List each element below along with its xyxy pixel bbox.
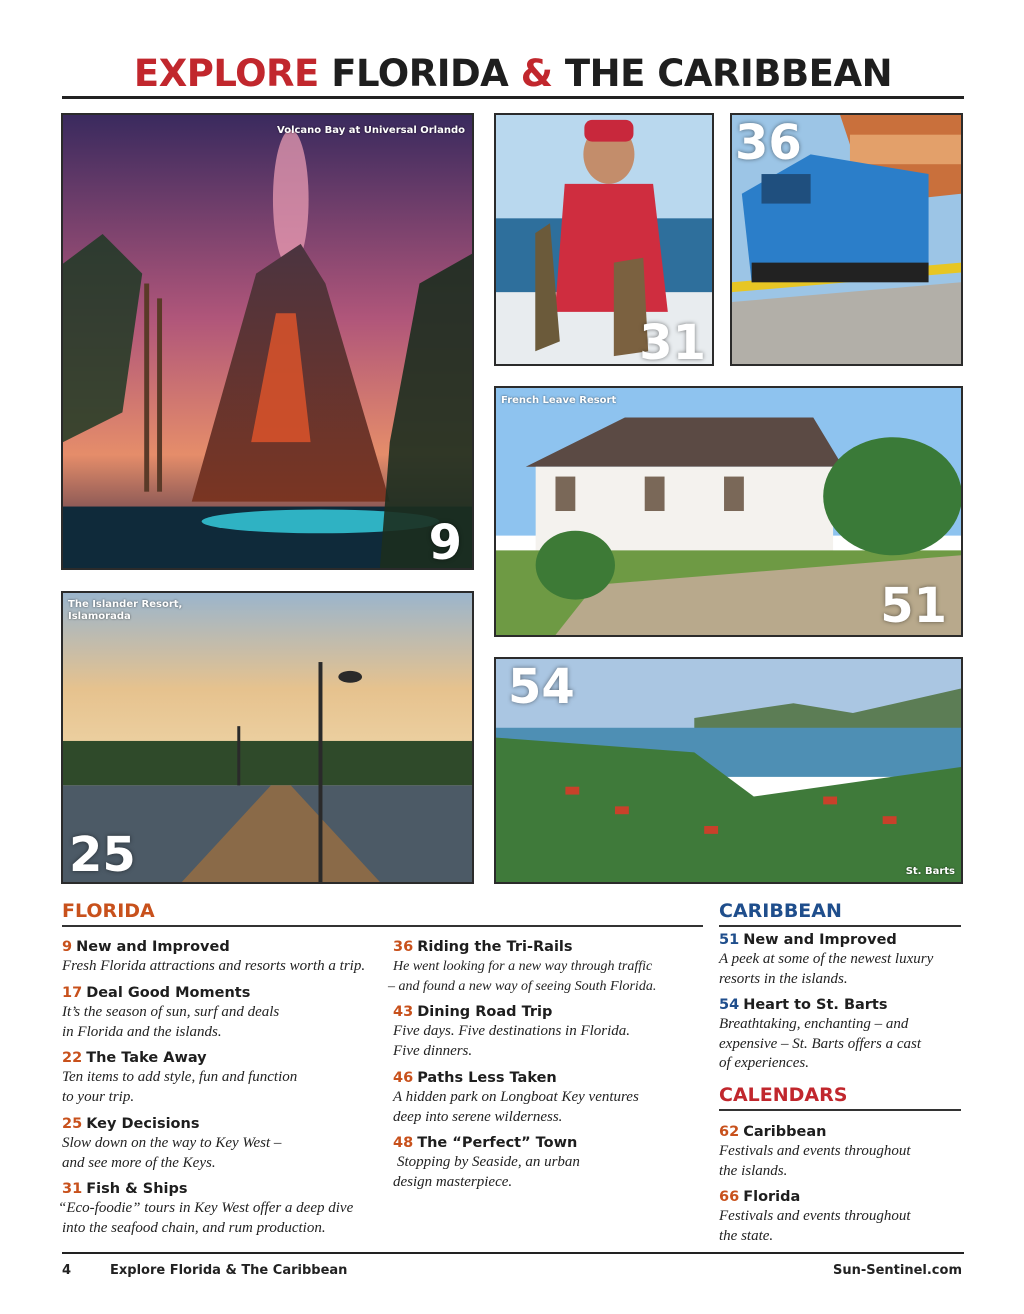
entry-desc: Festivals and events throughout <box>719 1208 911 1224</box>
footer-site: Sun-Sentinel.com <box>832 1263 962 1278</box>
title-florida: FLORIDA <box>331 52 509 95</box>
entry-desc: design masterpiece. <box>393 1173 513 1190</box>
photo-islander-resort <box>61 591 474 884</box>
entry-title: Fish & Ships <box>86 1181 188 1197</box>
toc-entry <box>62 1114 382 1173</box>
entry-desc: the state. <box>719 1227 774 1244</box>
entry-desc: the islands. <box>719 1162 788 1179</box>
entry-page: 17 <box>62 985 83 1001</box>
entry-page: 36 <box>393 939 414 955</box>
entry-desc: It’s the season of sun, surf and deals <box>62 1004 280 1020</box>
page-number-54: 54 <box>508 659 575 715</box>
entry-desc: Breathtaking, enchanting – and <box>719 1016 909 1032</box>
entry-desc: resorts in the islands. <box>719 970 848 987</box>
entry-title: Dining Road Trip <box>417 1004 553 1020</box>
entry-desc: deep into serene wilderness. <box>393 1108 563 1125</box>
volcano-bay-image <box>63 115 472 568</box>
caption-french-leave-resort: French Leave Resort <box>501 395 617 406</box>
section-heading-calendars: CALENDARS <box>719 1084 848 1106</box>
entry-title: The Take Away <box>86 1050 207 1066</box>
toc-entry <box>62 937 382 977</box>
caption-st-barts: St. Barts <box>905 866 955 877</box>
entry-desc: Festivals and events throughout <box>719 1143 911 1159</box>
toc-entry <box>719 1187 961 1246</box>
entry-desc: Slow down on the way to Key West – <box>62 1135 282 1151</box>
title-caribbean: THE CARIBBEAN <box>564 52 893 95</box>
entry-page: 51 <box>719 932 740 948</box>
entry-desc: Five days. Five destinations in Florida. <box>393 1023 631 1039</box>
entry-title: Key Decisions <box>86 1116 200 1132</box>
entry-title: The “Perfect” Town <box>417 1135 578 1151</box>
photo-tri-rail-train <box>730 113 963 366</box>
photo-french-leave-resort <box>494 386 963 637</box>
toc-entry <box>62 1048 382 1107</box>
toc-entry <box>393 1133 693 1192</box>
entry-desc: Five dinners. <box>393 1042 473 1059</box>
entry-desc: A hidden park on Longboat Key ventures <box>393 1089 639 1105</box>
entry-page: 46 <box>393 1070 414 1086</box>
toc-entry <box>719 1122 961 1181</box>
title-ampersand: & <box>520 52 553 95</box>
title-explore: EXPLORE <box>133 52 319 95</box>
toc-entry <box>393 1002 693 1061</box>
entry-desc: expensive – St. Barts offers a cast <box>719 1035 922 1052</box>
entry-desc: Stopping by Seaside, an urban <box>397 1154 580 1170</box>
toc-entry <box>393 1068 693 1127</box>
toc-entry <box>719 995 961 1074</box>
entry-title: Riding the Tri-Rails <box>417 939 573 955</box>
entry-page: 22 <box>62 1050 83 1066</box>
entry-title: Florida <box>743 1189 801 1205</box>
photo-volcano-bay <box>61 113 474 570</box>
toc-entry <box>388 937 693 996</box>
entry-desc: in Florida and the islands. <box>62 1023 222 1040</box>
page-title <box>62 52 964 95</box>
header-rule <box>62 96 964 99</box>
page-number-51: 51 <box>880 578 947 634</box>
entry-desc: “Eco-foodie” tours in Key West offer a deep dive <box>58 1200 354 1216</box>
entry-desc: to your trip. <box>62 1088 135 1105</box>
entry-page: 43 <box>393 1004 414 1020</box>
entry-page: 48 <box>393 1135 414 1151</box>
section-heading-caribbean: CARIBBEAN <box>719 900 842 922</box>
entry-desc: Ten items to add style, fun and function <box>62 1069 298 1085</box>
entry-desc: Fresh Florida attractions and resorts worth a trip. <box>62 958 366 974</box>
toc-entry <box>58 1179 382 1238</box>
entry-desc: – and found a new way of seeing South Florida. <box>388 978 657 994</box>
entry-title: Heart to St. Barts <box>743 997 888 1013</box>
caption-islander-line1: The Islander Resort, <box>68 599 183 610</box>
page-number-9: 9 <box>428 515 462 570</box>
calendars-rule <box>719 1109 961 1111</box>
page-number-25: 25 <box>69 827 136 883</box>
caption-islander-line2: Islamorada <box>68 611 131 622</box>
photo-lobster <box>494 113 714 366</box>
entry-desc: A peek at some of the newest luxury <box>719 951 934 967</box>
footer-page-number: 4 <box>62 1263 72 1278</box>
toc-entry <box>62 983 382 1042</box>
entry-page: 9 <box>62 939 73 955</box>
footer-rule <box>62 1252 964 1254</box>
florida-rule <box>62 925 703 927</box>
caribbean-rule <box>719 925 961 927</box>
caption-islander-resort <box>68 599 182 623</box>
section-heading-florida: FLORIDA <box>62 900 155 922</box>
entry-desc: He went looking for a new way through traffic <box>393 959 653 974</box>
entry-page: 54 <box>719 997 740 1013</box>
photo-st-barts <box>494 657 963 884</box>
entry-title: New and Improved <box>76 939 230 955</box>
caption-volcano-bay: Volcano Bay at Universal Orlando <box>277 125 465 136</box>
page-number-36: 36 <box>735 115 802 171</box>
toc-entry <box>719 930 961 989</box>
entry-title: Deal Good Moments <box>86 985 251 1001</box>
footer-publication: Explore Florida & The Caribbean <box>110 1263 348 1278</box>
entry-desc: and see more of the Keys. <box>62 1154 216 1171</box>
entry-page: 66 <box>719 1189 740 1205</box>
entry-desc: of experiences. <box>719 1055 809 1071</box>
entry-title: Paths Less Taken <box>417 1070 557 1086</box>
page-number-31: 31 <box>639 315 706 366</box>
entry-page: 62 <box>719 1124 740 1140</box>
entry-page: 25 <box>62 1116 83 1132</box>
entry-title: New and Improved <box>743 932 897 948</box>
entry-page: 31 <box>62 1181 83 1197</box>
entry-desc: into the seafood chain, and rum production. <box>62 1219 326 1236</box>
entry-title: Caribbean <box>743 1124 827 1140</box>
